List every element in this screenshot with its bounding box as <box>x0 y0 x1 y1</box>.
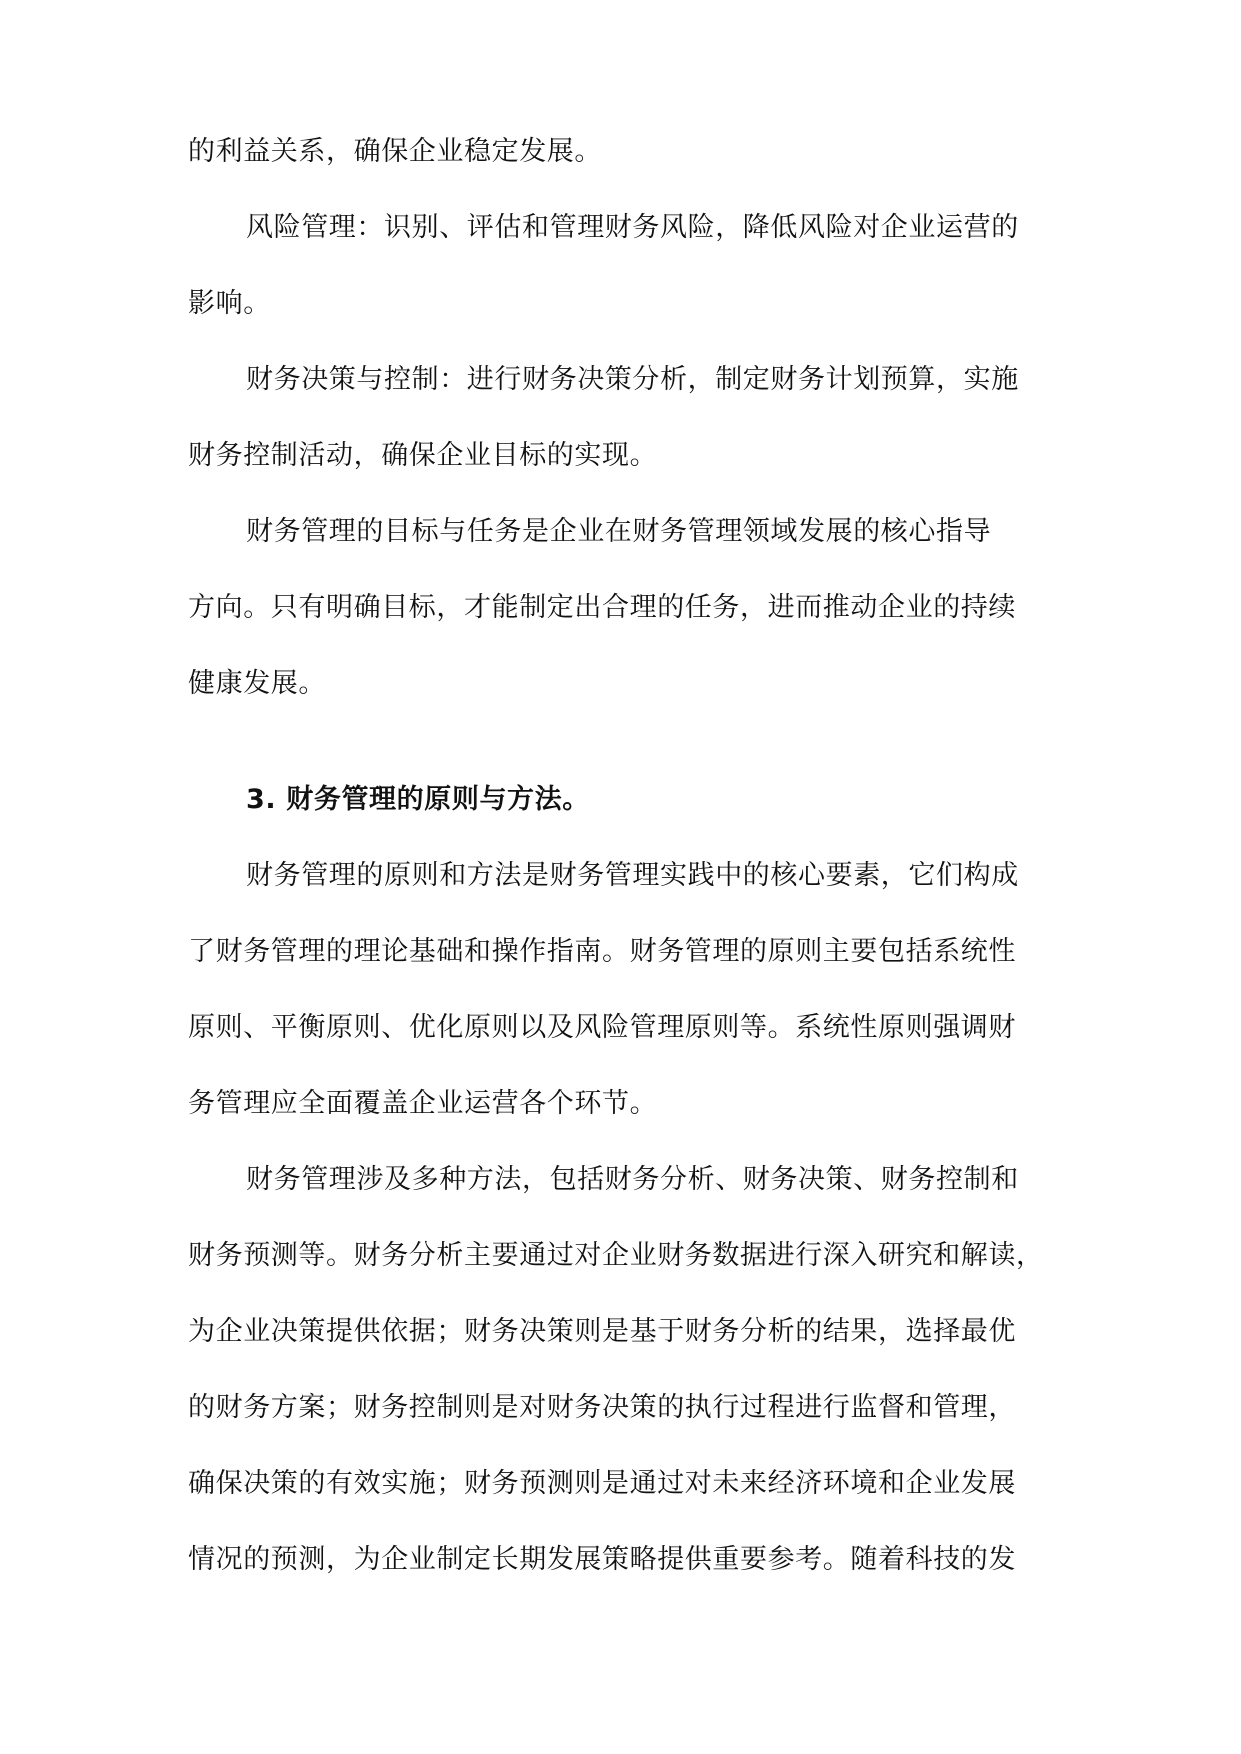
text-line: 原则、平衡原则、优化原则以及风险管理原则等。系统性原则强调财 <box>188 1012 1016 1043</box>
text-line: 了财务管理的理论基础和操作指南。财务管理的原则主要包括系统性 <box>188 936 1016 967</box>
text-line: 风险管理：识别、评估和管理财务风险，降低风险对企业运营的 <box>246 212 1019 243</box>
text-line: 财务预测等。财务分析主要通过对企业财务数据进行深入研究和解读， <box>188 1240 1044 1271</box>
text-line: 确保决策的有效实施；财务预测则是通过对未来经济环境和企业发展 <box>188 1468 1016 1499</box>
text-line: 财务管理的目标与任务是企业在财务管理领域发展的核心指导 <box>246 516 992 547</box>
text-line: 财务管理的原则和方法是财务管理实践中的核心要素，它们构成 <box>246 860 1019 891</box>
section-heading: 3. 财务管理的原则与方法。 <box>246 784 590 815</box>
text-line: 影响。 <box>188 288 271 319</box>
text-line: 务管理应全面覆盖企业运营各个环节。 <box>188 1088 658 1119</box>
text-line: 财务决策与控制：进行财务决策分析，制定财务计划预算，实施 <box>246 364 1019 395</box>
text-line: 为企业决策提供依据；财务决策则是基于财务分析的结果，选择最优 <box>188 1316 1016 1347</box>
text-line: 健康发展。 <box>188 668 326 699</box>
text-line: 的财务方案；财务控制则是对财务决策的执行过程进行监督和管理， <box>188 1392 1016 1423</box>
text-line: 财务管理涉及多种方法，包括财务分析、财务决策、财务控制和 <box>246 1164 1019 1195</box>
text-line: 财务控制活动，确保企业目标的实现。 <box>188 440 658 471</box>
text-line: 的利益关系，确保企业稳定发展。 <box>188 136 602 167</box>
text-line: 情况的预测，为企业制定长期发展策略提供重要参考。随着科技的发 <box>188 1544 1016 1575</box>
text-line: 方向。只有明确目标，才能制定出合理的任务，进而推动企业的持续 <box>188 592 1016 623</box>
